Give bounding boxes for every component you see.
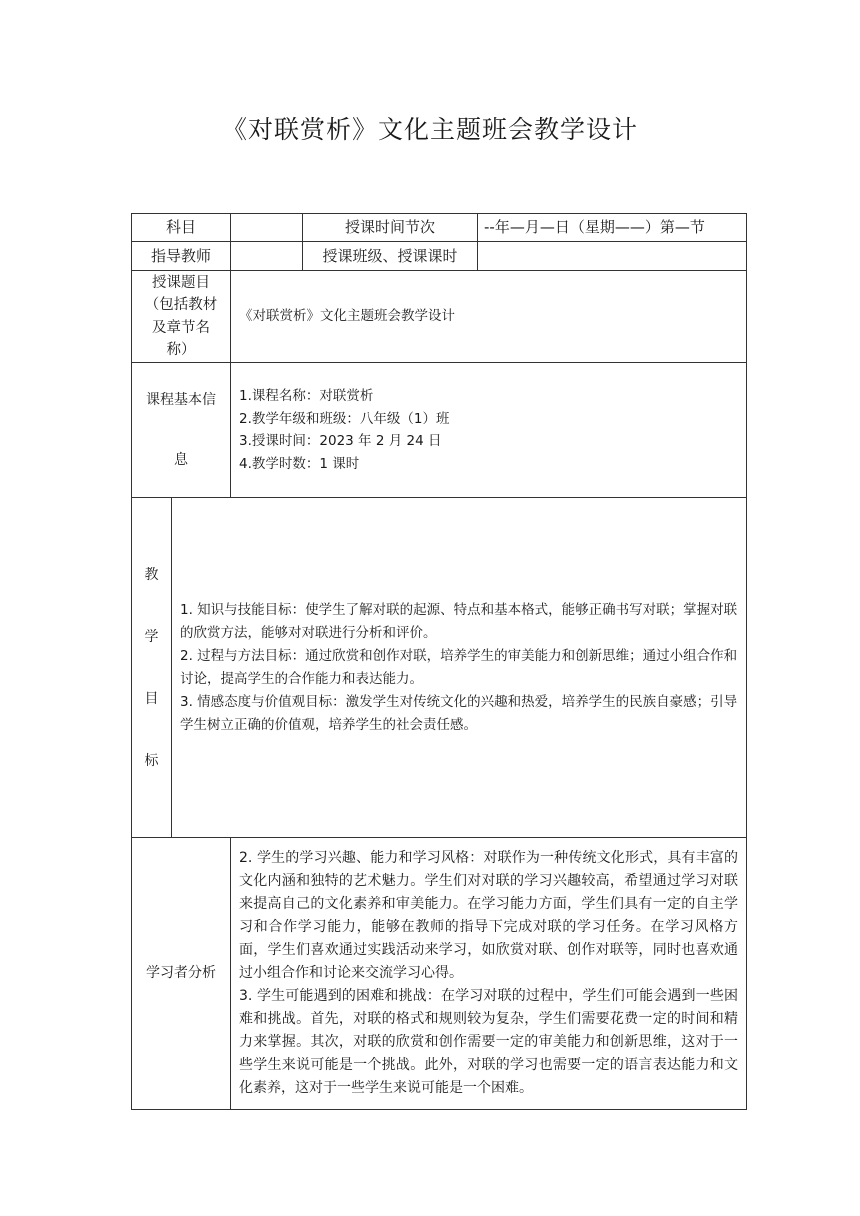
goals-label-char: 学 (144, 628, 159, 645)
basic-info-content (231, 363, 747, 498)
goals-label-char: 目 (144, 690, 159, 707)
learner-analysis-content (231, 838, 747, 1110)
basic-info-line: 4.教学时数：1 课时 (239, 455, 360, 472)
basic-info-label (132, 363, 231, 498)
subject-value (231, 214, 303, 242)
teacher-label: 指导教师 (132, 242, 231, 271)
basic-info-label-bottom: 息 (174, 452, 188, 468)
analysis-item: 3. 学生可能遇到的困难和挑战：在学习对联的过程中，学生们可能会遇到一些困难和挑战。首先，对联的格式和规则较为复杂，学生们需要花费一定的时间和精力来掌握。其次，对联的欣赏和创作需要一定的审美能力和创新思维，这对于一些学生来说可能是一个挑战。此外，对联的学习也需要一定的语言表达能力和文化素养，这对于一些学生来说可能是一个困难。 (239, 988, 739, 1096)
class-period-value (478, 242, 747, 271)
analysis-item: 2. 学生的学习兴趣、能力和学习风格：对联作为一种传统文化形式，具有丰富的文化内涵和独特的艺术魅力。学生们对对联的学习兴趣较高，希望通过学习对联来提高自己的文化素养和审美能力。在学习能力方面，学生们具有一定的自主学习和合作学习能力，能够在教师的指导下完成对联的学习任务。在学习风格方面，学生们喜欢通过实践活动来学习，如欣赏对联、创作对联等，同时也喜欢通过小组合作和讨论来交流学习心得。 (239, 850, 739, 981)
basic-info-line: 1.课程名称：对联赏析 (239, 388, 374, 404)
goal-item: 2. 过程与方法目标：通过欣赏和创作对联，培养学生的审美能力和创新思维；通过小组合作和讨论，提高学生的合作能力和表达能力。 (180, 647, 738, 687)
basic-info-line: 3.授课时间：2023 年 2 月 24 日 (239, 433, 442, 449)
goal-item: 3. 情感态度与价值观目标：激发学生对传统文化的兴趣和热爱，培养学生的民族自豪感；引导学生树立正确的价值观，培养学生的社会责任感。 (180, 693, 738, 733)
class-time-label: 授课时间节次 (303, 214, 478, 242)
basic-info-line: 2.教学年级和班级：八年级（1）班 (239, 410, 450, 427)
topic-label: 授课题目（包括教材及章节名称） (132, 271, 231, 363)
subject-label: 科目 (132, 214, 231, 242)
row-teaching-goals (132, 498, 747, 838)
teacher-value (231, 242, 303, 271)
class-period-label: 授课班级、授课课时 (303, 242, 478, 271)
row-learner-analysis (132, 838, 747, 1110)
goals-label-char: 标 (144, 752, 159, 769)
basic-info-label-top: 课程基本信 (146, 391, 216, 408)
class-time-value: --年—月—日（星期——）第—节 (478, 214, 747, 242)
row-topic (132, 271, 747, 363)
learner-analysis-label: 学习者分析 (132, 838, 231, 1110)
teaching-goals-label (132, 498, 172, 838)
row-teacher-class (132, 242, 747, 271)
goal-item: 1. 知识与技能目标：使学生了解对联的起源、特点和基本格式，能够正确书写对联；掌握对联的欣赏方法，能够对对联进行分析和评价。 (180, 601, 738, 641)
lesson-plan-table (131, 213, 747, 1110)
teaching-goals-content (172, 498, 747, 838)
document-title: 《对联赏析》文化主题班会教学设计 (221, 115, 638, 144)
goals-label-char: 教 (144, 566, 159, 583)
row-subject-time (132, 214, 747, 242)
topic-value: 《对联赏析》文化主题班会教学设计 (231, 271, 747, 363)
row-basic-info (132, 363, 747, 498)
